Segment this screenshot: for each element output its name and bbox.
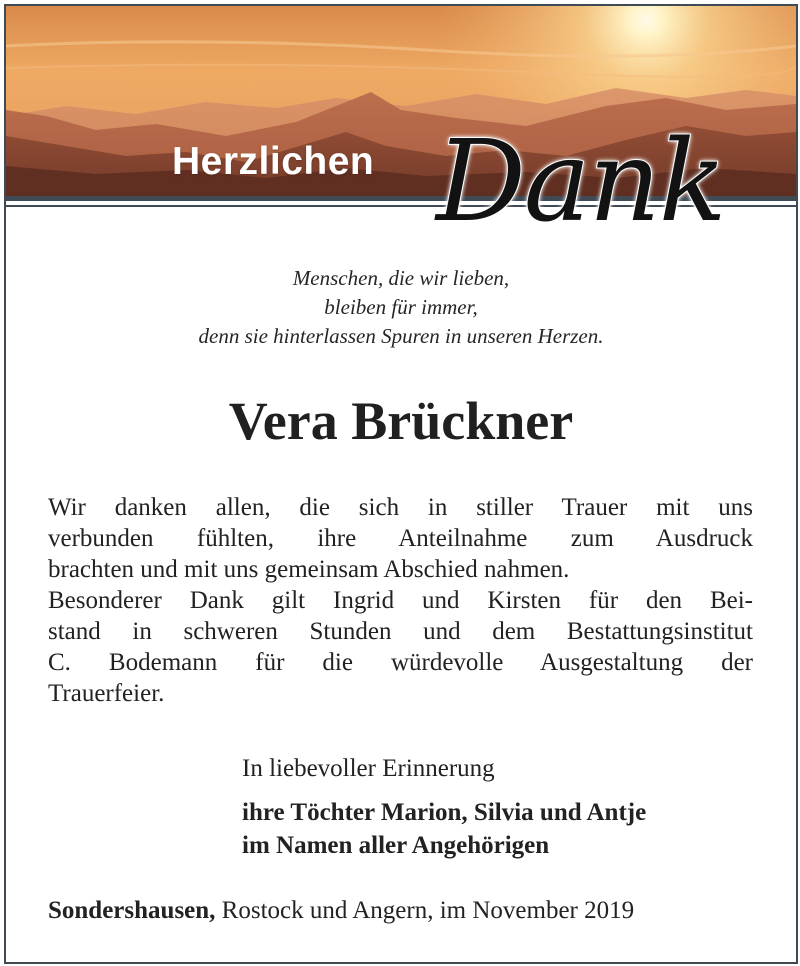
thank-you-text: [48, 492, 753, 709]
header-herzlichen: Herzlichen: [172, 140, 375, 183]
body-line: stand in schweren Stunden und dem Bestattungsinstitut: [48, 618, 753, 645]
obituary-card: [4, 4, 798, 964]
header-dank-script: [436, 117, 796, 256]
body-line: Wir danken allen, die sich in stiller Trauer mit uns: [48, 494, 753, 521]
body-line: C. Bodemann für die würdevolle Ausgestaltung der: [48, 649, 753, 676]
quote-line: denn sie hinterlassen Spuren in unseren Herzen.: [198, 324, 604, 348]
body-line: verbunden fühlten, ihre Anteilnahme zum Ausdruck: [48, 525, 753, 552]
signature-block: [242, 753, 646, 862]
regards-text: In liebevoller Erinnerung: [242, 755, 495, 782]
body-line: Trauerfeier.: [48, 680, 165, 707]
signatories-line-2: im Namen aller Angehörigen: [242, 832, 550, 859]
memorial-quote: [6, 264, 796, 351]
quote-line: bleiben für immer,: [324, 295, 478, 319]
body-line: brachten und mit uns gemeinsam Abschied nahmen.: [48, 556, 570, 583]
place-bold: Sondershausen,: [48, 897, 216, 924]
header-dank-text: Dank: [436, 117, 725, 247]
place-and-date: [48, 897, 634, 925]
place-date-rest: Rostock und Angern, im November 2019: [215, 897, 635, 924]
quote-line: Menschen, die wir lieben,: [292, 266, 510, 290]
signatories-line-1: ihre Töchter Marion, Silvia und Antje: [242, 799, 647, 826]
body-line: Besonderer Dank gilt Ingrid und Kirsten für den Bei-: [48, 587, 753, 614]
deceased-name: Vera Brückner: [228, 391, 574, 451]
